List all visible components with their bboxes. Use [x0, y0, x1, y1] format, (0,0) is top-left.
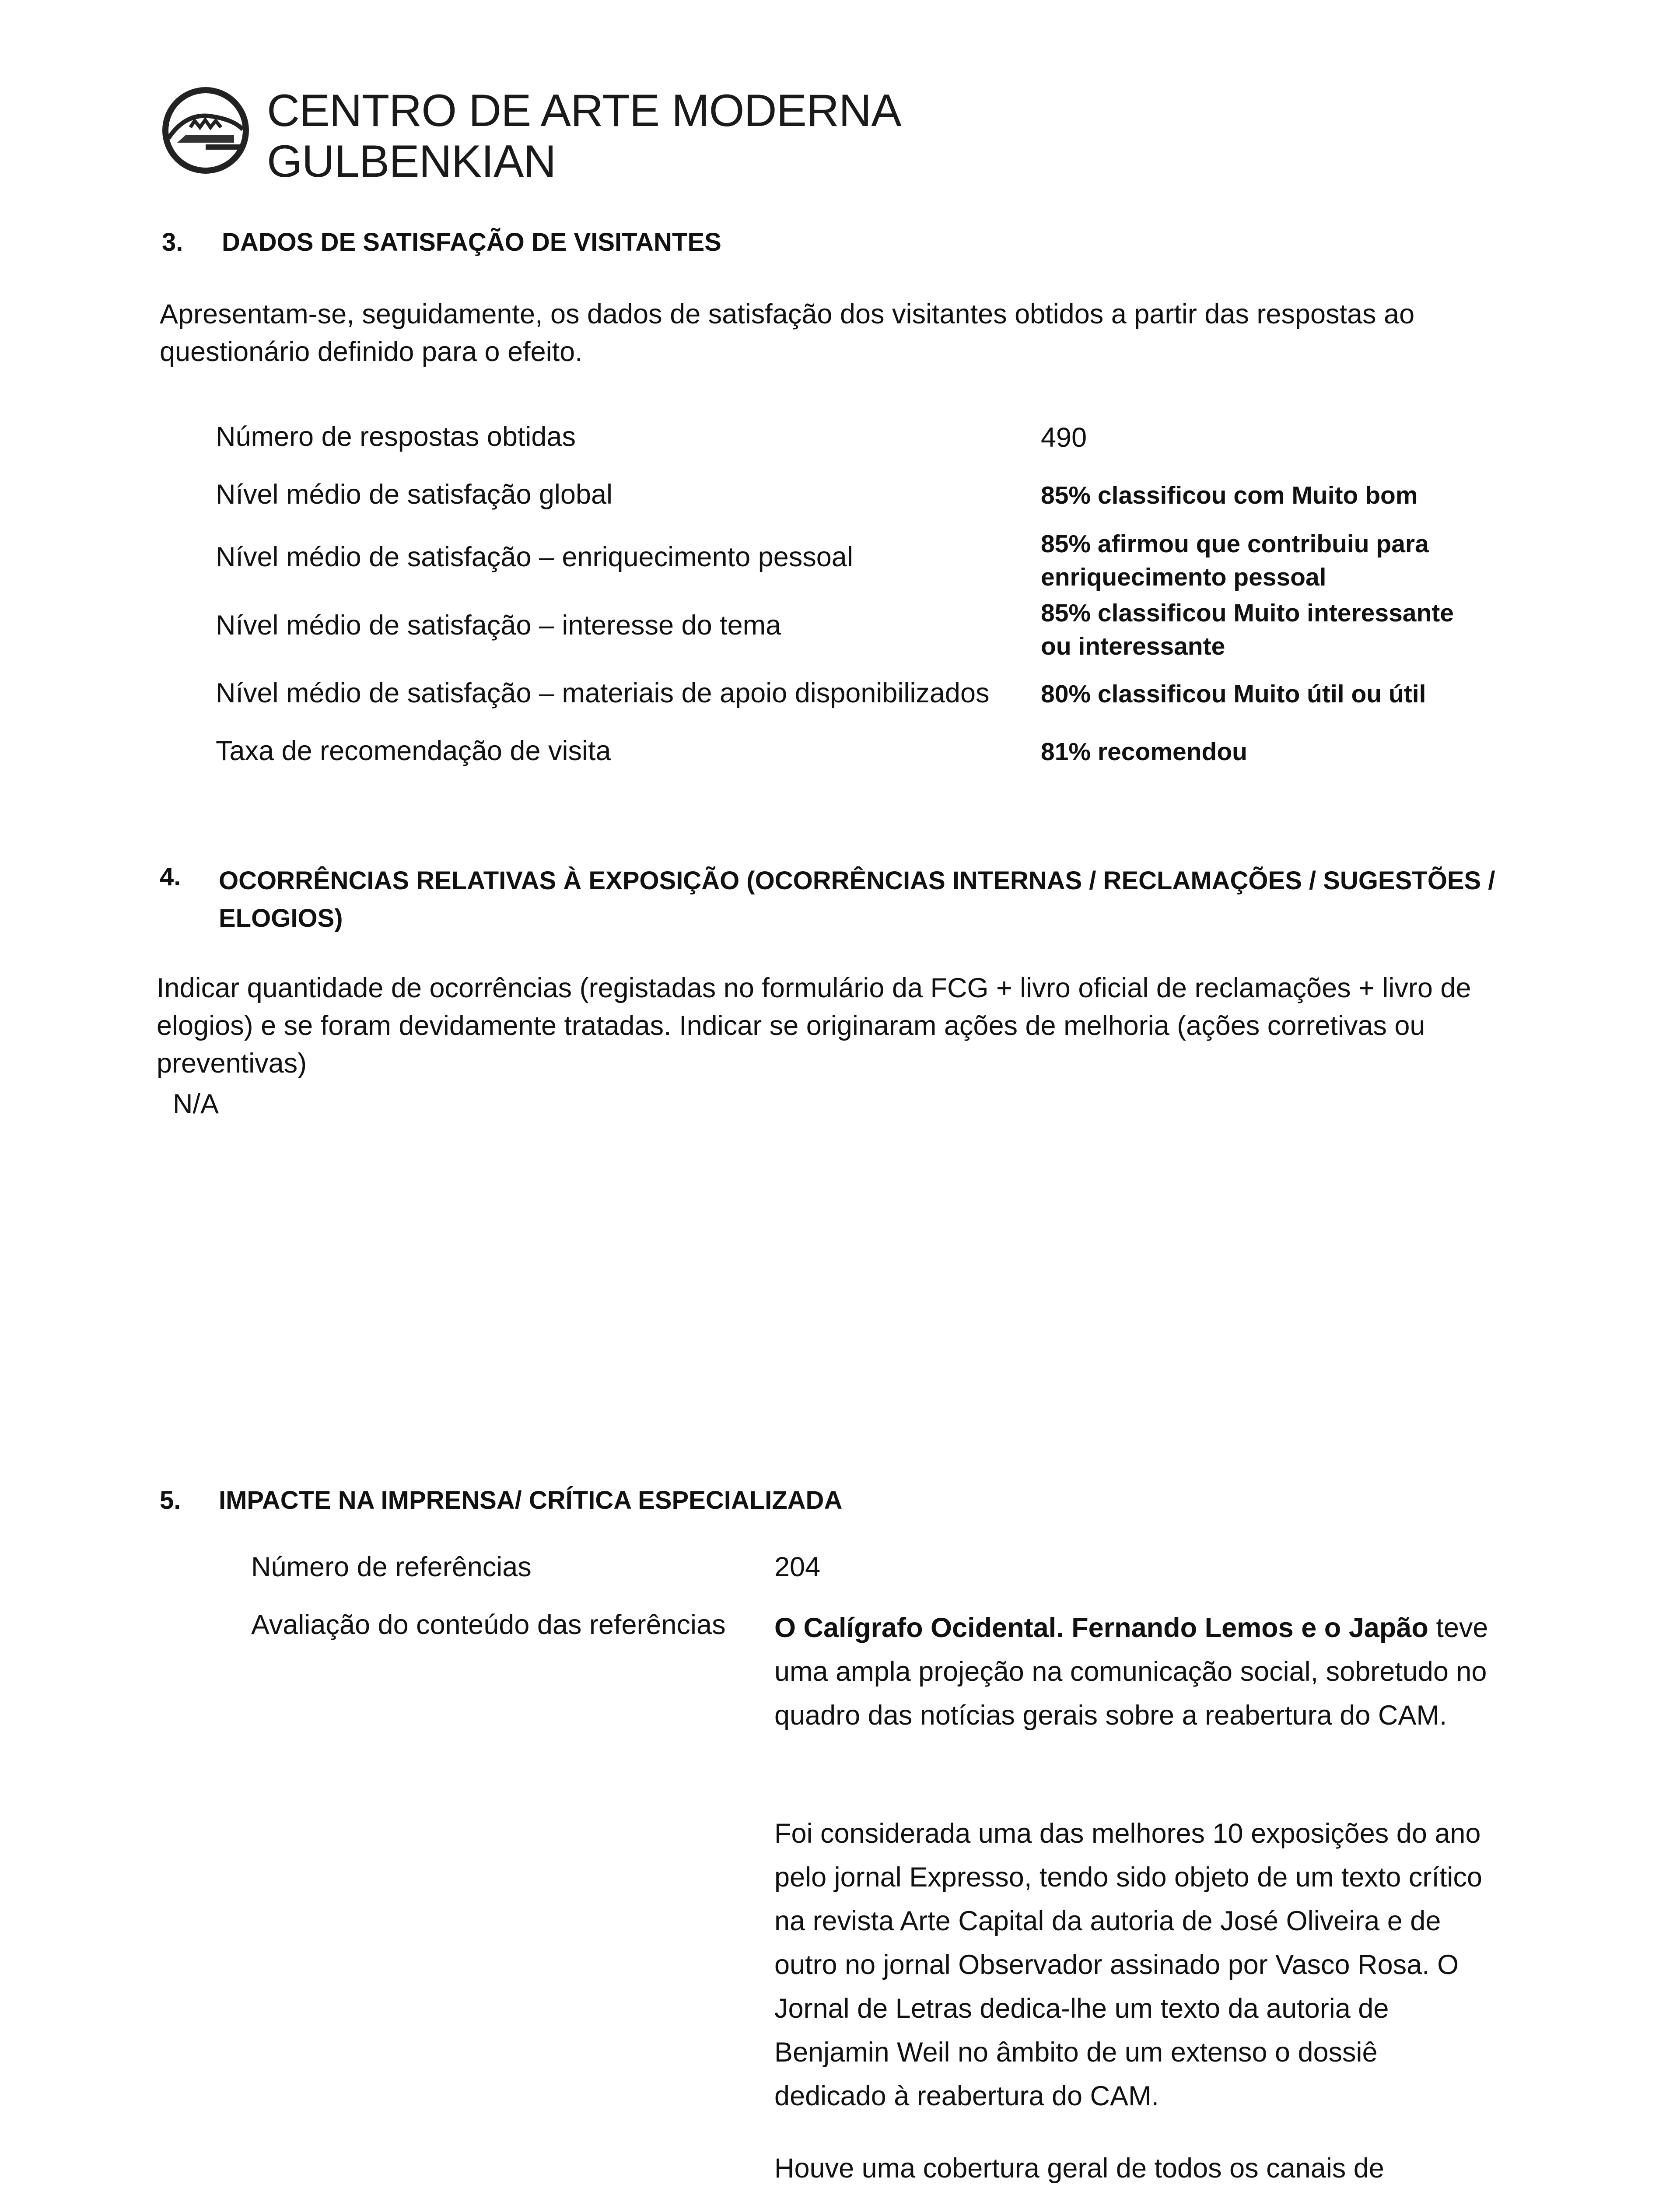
satisfaction-label: Nível médio de satisfação – materiais de apoio disponibilizados	[216, 678, 990, 708]
section-3-number: 3.	[162, 228, 183, 256]
satisfaction-label: Nível médio de satisfação – enriquecimento pessoal	[216, 542, 853, 572]
satisfaction-value: 490	[1041, 422, 1087, 453]
section-4-title	[219, 862, 1531, 937]
brand-line-1: CENTRO DE ARTE MODERNA	[267, 85, 901, 136]
satisfaction-label: Nível médio de satisfação global	[216, 479, 613, 510]
section-4-answer: N/A	[173, 1089, 219, 1119]
content-paragraph-2: Foi considerada uma das melhores 10 exposições do ano pelo jornal Expresso, tendo sido objeto de um texto crítico na revista Arte Capital da autoria de José Oliveira e de outro no jornal Observador assinado por Vasco Rosa. O Jornal de Letras dedica-lhe um texto da autoria de Benjamin Weil no âmbito de um extenso o dossiê dedicado à reabertura do CAM.	[774, 1818, 1482, 2111]
content-evaluation-label: Avaliação do conteúdo das referências	[251, 1609, 726, 1640]
content-paragraph-1	[774, 1606, 1492, 1737]
section-3-title: DADOS DE SATISFAÇÃO DE VISITANTES	[222, 228, 721, 256]
section-4-title-line-2: ELOGIOS)	[219, 904, 343, 933]
brand-line-2: GULBENKIAN	[267, 136, 556, 187]
section-4-body: Indicar quantidade de ocorrências (registadas no formulário da FCG + livro oficial de reclamações + livro de elogios) e se foram devidamente tratadas. Indicar se originaram ações de melhoria (ações corretivas ou preventivas)	[157, 973, 1471, 1079]
satisfaction-value: 80% classificou Muito útil ou útil	[1041, 680, 1426, 708]
satisfaction-value: 85% afirmou que contribuiu para enriquecimento pessoal	[1041, 530, 1429, 591]
satisfaction-value: 81% recomendou	[1041, 738, 1247, 766]
section-4-title-line-1: OCORRÊNCIAS RELATIVAS À EXPOSIÇÃO (OCORRÊNCIAS INTERNAS / RECLAMAÇÕES / SUGESTÕES /	[219, 866, 1495, 895]
exhibition-title: O Calígrafo Ocidental. Fernando Lemos e o Japão	[774, 1613, 1428, 1643]
brand-name	[267, 85, 901, 187]
content-paragraph-3: Houve uma cobertura geral de todos os canais de	[774, 2153, 1384, 2184]
gulbenkian-logo-icon	[160, 86, 252, 175]
satisfaction-value: 85% classificou Muito interessante ou interessante	[1041, 599, 1454, 660]
satisfaction-value: 85% classificou com Muito bom	[1041, 481, 1418, 509]
section-4-number: 4.	[160, 863, 181, 891]
satisfaction-label: Nível médio de satisfação – interesse do tema	[216, 610, 781, 641]
section-5-title: IMPACTE NA IMPRENSA/ CRÍTICA ESPECIALIZADA	[219, 1486, 843, 1515]
satisfaction-label: Número de respostas obtidas	[216, 421, 576, 452]
satisfaction-label: Taxa de recomendação de visita	[216, 736, 611, 766]
section-3-intro: Apresentam-se, seguidamente, os dados de satisfação dos visitantes obtidos a partir das respostas ao questionário definido para o efeito.	[160, 299, 1415, 367]
content-paragraph-1-text: teve uma ampla projeção na comunicação social, sobretudo no quadro das notícias gerais sobre a reabertura do CAM.	[774, 1613, 1488, 1731]
section-5-number: 5.	[160, 1486, 181, 1515]
reference-count-value: 204	[774, 1552, 821, 1582]
reference-count-label: Número de referências	[251, 1552, 532, 1582]
